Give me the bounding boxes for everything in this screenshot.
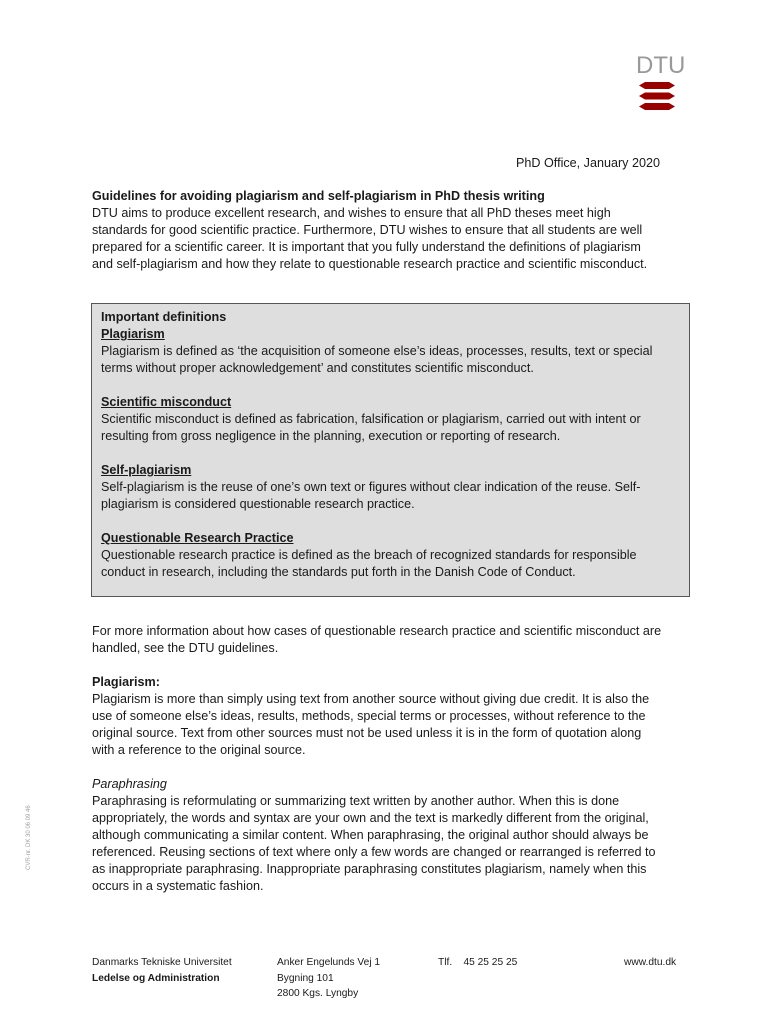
definition-line: terms without proper acknowledgement’ and constitutes scientific misconduct. bbox=[101, 361, 534, 375]
footer-address-line: 2800 Kgs. Lyngby bbox=[277, 988, 359, 999]
body-sections bbox=[92, 623, 682, 895]
definition-line: conduct in research, including the standards put forth in the Danish Code of Conduct. bbox=[101, 565, 576, 579]
definition-line: resulting from gross negligence in the planning, execution or reporting of research. bbox=[101, 429, 561, 443]
intro-line: prepared for a scientific career. It is important that you fully understand the definitions of plagiarism bbox=[92, 240, 641, 254]
logo-text: DTU bbox=[636, 52, 686, 79]
footer-university: Danmarks Tekniske Universitet bbox=[92, 957, 232, 968]
spacer bbox=[101, 377, 680, 394]
plagiarism-heading: Plagiarism: bbox=[92, 675, 160, 689]
definition-term-scientific-misconduct: Scientific misconduct bbox=[101, 395, 232, 409]
plagiarism-line: with a reference to the original source. bbox=[92, 743, 306, 757]
plagiarism-line: Plagiarism is more than simply using text from another source without giving due credit. It is also the bbox=[92, 692, 650, 706]
intro-line: DTU aims to produce excellent research, and wishes to ensure that all PhD theses meet high bbox=[92, 206, 611, 220]
more-info-line: For more information about how cases of questionable research practice and scientific misconduct are bbox=[92, 624, 662, 638]
spacer bbox=[92, 657, 682, 674]
footer-address-line: Anker Engelunds Vej 1 bbox=[277, 957, 381, 968]
paraphrasing-line: although communicating a similar content. When paraphrasing, the original author should always be bbox=[92, 828, 649, 842]
paraphrasing-line: Paraphrasing is reformulating or summarizing text written by another author. When this is done bbox=[92, 794, 620, 808]
spacer bbox=[101, 513, 680, 530]
paraphrasing-line: as inappropriate paraphrasing. Inappropriate paraphrasing constitutes plagiarism, namely when this bbox=[92, 862, 647, 876]
plagiarism-line: original source. Text from other sources must not be used unless it is in the form of quotation along bbox=[92, 726, 642, 740]
footer-phone-label: Tlf. bbox=[438, 957, 453, 968]
footer-website bbox=[624, 955, 676, 971]
spacer bbox=[101, 445, 680, 462]
paraphrasing-line: occurs in a systematic fashion. bbox=[92, 879, 264, 893]
date-line: PhD Office, January 2020 bbox=[516, 156, 660, 170]
dtu-logo-waves-icon bbox=[636, 81, 678, 111]
dtu-logo bbox=[636, 52, 686, 110]
more-info-line: handled, see the DTU guidelines. bbox=[92, 641, 279, 655]
intro-section bbox=[92, 188, 682, 273]
paraphrasing-line: referenced. Reusing sections of text where only a few words are changed or rearranged is referred to bbox=[92, 845, 656, 859]
document-title: Guidelines for avoiding plagiarism and self-plagiarism in PhD thesis writing bbox=[92, 189, 545, 203]
definition-term-questionable-research-practice: Questionable Research Practice bbox=[101, 531, 294, 545]
intro-line: standards for good scientific practice. Furthermore, DTU wishes to ensure that all students are well bbox=[92, 223, 643, 237]
footer-organization bbox=[92, 955, 232, 986]
definition-term-plagiarism: Plagiarism bbox=[101, 327, 165, 341]
definition-term-self-plagiarism: Self-plagiarism bbox=[101, 463, 192, 477]
paraphrasing-heading: Paraphrasing bbox=[92, 777, 167, 791]
cvr-side-stamp: CVR-nr. DK 30 06 09 46 bbox=[26, 805, 32, 870]
spacer bbox=[92, 759, 682, 776]
plagiarism-line: use of someone else’s ideas, results, methods, special terms or processes, without reference to the bbox=[92, 709, 646, 723]
definition-line: Plagiarism is defined as ‘the acquisition of someone else’s ideas, processes, results, text or special bbox=[101, 344, 653, 358]
footer-phone-number: 45 25 25 25 bbox=[463, 957, 518, 968]
footer-website-link[interactable]: www.dtu.dk bbox=[624, 957, 677, 968]
definition-line: Questionable research practice is defined as the breach of recognized standards for responsible bbox=[101, 548, 637, 562]
definitions-title: Important definitions bbox=[101, 310, 227, 324]
footer-phone bbox=[438, 955, 517, 971]
footer-address bbox=[277, 955, 380, 1002]
definition-line: Scientific misconduct is defined as fabrication, falsification or plagiarism, carried out with intent or bbox=[101, 412, 641, 426]
definition-line: Self-plagiarism is the reuse of one’s own text or figures without clear indication of the reuse. Self- bbox=[101, 480, 641, 494]
intro-line: and self-plagiarism and how they relate to questionable research practice and scientific misconduct. bbox=[92, 257, 648, 271]
definition-line: plagiarism is considered questionable research practice. bbox=[101, 497, 415, 511]
footer-address-line: Bygning 101 bbox=[277, 972, 334, 984]
paraphrasing-line: appropriately, the words and syntax are your own and the text is markedly different from the original, bbox=[92, 811, 649, 825]
footer-department: Ledelse og Administration bbox=[92, 972, 220, 984]
definitions-box bbox=[91, 303, 690, 597]
